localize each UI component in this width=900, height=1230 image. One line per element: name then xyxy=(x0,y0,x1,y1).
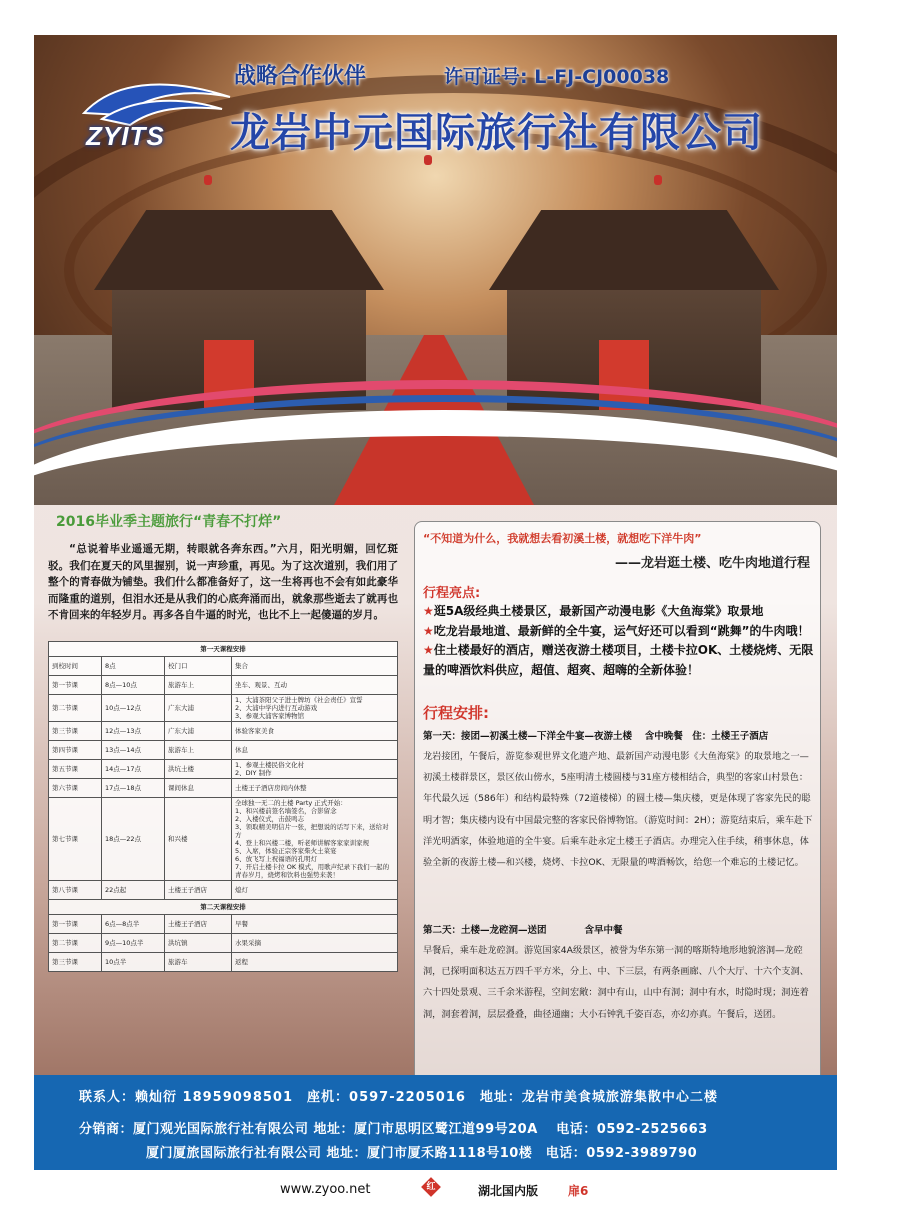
quote: “不知道为什么，我就想去看初溪土楼，就想吃下洋牛肉” xyxy=(423,532,702,545)
table-cell: 13点—14点 xyxy=(102,741,165,760)
day2-body: 早餐后，乘车赴龙硿洞。游览国家4A级景区，被誉为华东第一洞的喀斯特地形地貌溶洞—龙硿洞，已探明面积达五万四千平方米，分上、中、下三层，有两条画廊、八个大厅、十六个支洞、六十四处景观、三千余米游程，空间宏敞：洞中有山，山中有洞；洞中有水，时隐时现；洞连着洞，洞套着洞，层层叠叠，曲径通幽；大小石钟乳千姿百态，亦幻亦真。午餐后，送团。 xyxy=(423,945,809,1020)
table-cell: 旅游车 xyxy=(165,953,232,972)
left-house xyxy=(94,210,384,410)
logo-text: ZYITS xyxy=(86,121,165,151)
table-cell: 土楼王子酒店房间内休整 xyxy=(232,779,398,798)
table-row xyxy=(49,722,398,741)
highlight-item: ★ 住土楼最好的酒店，赠送夜游土楼项目，土楼卡拉OK、土楼烧烤、无限量的啤酒饮料供应，超值、超爽、超嗨的全新体验！ xyxy=(423,641,815,680)
table-cell: 到校时间 xyxy=(49,657,102,676)
edition-label: 湖北国内版 xyxy=(478,1184,539,1198)
poster xyxy=(34,35,837,1170)
agent-line-1: 分销商：厦门观光国际旅行社有限公司 地址：厦门市思明区鹭江道99号20A 电话：0592-2525663 xyxy=(79,1122,708,1137)
table-section-title xyxy=(49,642,398,657)
table-cell: 坐车、观景、互动 xyxy=(232,676,398,695)
table-cell: 14点—17点 xyxy=(102,760,165,779)
table-cell: 6点—8点半 xyxy=(102,915,165,934)
quote-subtitle: ——龙岩逛土楼、吃牛肉地道行程 xyxy=(614,556,810,571)
table-cell: 水果采摘 xyxy=(232,934,398,953)
table-cell: 广东大浦 xyxy=(165,722,232,741)
lantern-icon xyxy=(204,175,212,185)
table-cell: 第三节课 xyxy=(49,722,102,741)
table-cell: 全球独一无二的土楼 Party 正式开始： 1、和兴楼前签名墙签名，合影留念 2、入楼仪式，击鼓鸣志 3、领取精美明信片一张，把想说的话写下来，送给对方 4、登上和兴楼二楼，听老师讲解客家家训家规 5、入席，体验正宗客家柴火土菜宴 6、放飞写上祝福语的孔明灯 7、开启土楼卡拉 OK 模式，用歌声纪录下我们一起的青春岁月，烧烤和饮料也强势来袭！ xyxy=(232,798,398,881)
right-house xyxy=(489,210,779,410)
hero-image xyxy=(34,35,837,505)
contact-line: 联系人：赖灿衍 18959098501 座机：0597-2205016 地址：龙岩市美食城旅游集散中心二楼 xyxy=(79,1090,718,1105)
table-cell: 8点 xyxy=(102,657,165,676)
itinerary-panel xyxy=(414,521,821,1097)
table-cell: 第七节课 xyxy=(49,798,102,881)
table-cell: 熄灯 xyxy=(232,881,398,900)
table-cell: 洪坑土楼 xyxy=(165,760,232,779)
table-cell: 第二节课 xyxy=(49,934,102,953)
table-cell: 第六节课 xyxy=(49,779,102,798)
table-cell: 集合 xyxy=(232,657,398,676)
table-row xyxy=(49,881,398,900)
table-cell: 第二节课 xyxy=(49,695,102,722)
table-cell: 第三节课 xyxy=(49,953,102,972)
table-section-title xyxy=(49,900,398,915)
table-cell: 12点—13点 xyxy=(102,722,165,741)
highlights-title: 行程亮点: xyxy=(423,586,481,601)
table-cell: 校门口 xyxy=(165,657,232,676)
table-cell: 体验客家美食 xyxy=(232,722,398,741)
table-row xyxy=(49,934,398,953)
season-title: 2016毕业季主题旅行“青春不打烊” xyxy=(56,514,282,530)
page-number: 扉6 xyxy=(568,1184,589,1198)
table-cell: 旅游车上 xyxy=(165,676,232,695)
highlight-item: ★ 逛5A级经典土楼景区，最新国产动漫电影《大鱼海棠》取景地 xyxy=(423,602,815,622)
table-row xyxy=(49,915,398,934)
table-row xyxy=(49,953,398,972)
table-cell: 22点起 xyxy=(102,881,165,900)
section-title-cell: 第一天课程安排 xyxy=(49,642,398,657)
table-cell: 9点—10点半 xyxy=(102,934,165,953)
table-cell: 18点—22点 xyxy=(102,798,165,881)
table-cell: 洪坑镇 xyxy=(165,934,232,953)
day1-body: 龙岩接团，午餐后，游览参观世界文化遗产地、最新国产动漫电影《大鱼海棠》的取景地之一—初溪土楼群景区，景区依山傍水，5座明清土楼圆楼与31座方楼相结合，典型的客家山村景色：年代最久远（586年）和结构最特殊（72道楼梯）的圆土楼—集庆楼，更是体现了客家先民的聪明才智；集庆楼内设有中国最完整的客家民俗博物馆。（游览时间：2H）；游览结束后，乘车赴下洋光明酒家，体验地道的全牛宴。后乘车赴永定土楼王子酒店。办理完入住手续，稍事休息，体验全新的夜游土楼—和兴楼，烧烤、卡拉OK、无限量的啤酒畅饮，给您一个难忘的土楼记忆。 xyxy=(423,751,813,869)
table-cell: 8点—10点 xyxy=(102,676,165,695)
table-cell: 广东大浦 xyxy=(165,695,232,722)
table-cell: 第八节课 xyxy=(49,881,102,900)
table-row xyxy=(49,741,398,760)
table-cell: 课间休息 xyxy=(165,779,232,798)
footer xyxy=(34,1075,837,1170)
itinerary-title: 行程安排: xyxy=(423,704,489,722)
license-number: 许可证号: L-FJ-CJ00038 xyxy=(444,66,670,88)
intro-paragraph: “总说着毕业遥遥无期，转眼就各奔东西。”六月，阳光明媚，回忆斑驳。我们在夏天的风里握别，说一声珍重，再见。为了这次道别，我们用了整个的青春做为铺垫。我们什么都准备好了，这一生将再也不会有如此豪华而隆重的道别，但泪水还是从我们的心底奔涌而出，就象那些逝去了就再也不肯回来的年轻岁月。再多各自牛逼的时光，也比不上一起傻逼的岁月。 xyxy=(48,543,398,622)
company-name: 龙岩中元国际旅行社有限公司 xyxy=(230,110,763,156)
schedule-table xyxy=(48,641,398,972)
table-row xyxy=(49,676,398,695)
day2-heading: 第二天：土楼—龙硿洞—送团 含早中餐 xyxy=(423,925,623,936)
table-cell: 土楼王子酒店 xyxy=(165,915,232,934)
table-row xyxy=(49,760,398,779)
table-row xyxy=(49,695,398,722)
highlight-item: ★ 吃龙岩最地道、最新鲜的全牛宴，运气好还可以看到“跳舞”的牛肉哦！ xyxy=(423,622,815,642)
table-cell: 1、参观土楼民俗文化村 2、DIY 制作 xyxy=(232,760,398,779)
table-cell: 和兴楼 xyxy=(165,798,232,881)
table-cell: 休息 xyxy=(232,741,398,760)
bottom-bar xyxy=(0,1178,900,1202)
table-cell: 17点—18点 xyxy=(102,779,165,798)
table-cell: 1、大浦茶阳父子进士牌坊《社会责任》宣誓 2、大浦中学内进行互动游戏 3、参观大浦客家博物馆 xyxy=(232,695,398,722)
table-cell: 第五节课 xyxy=(49,760,102,779)
table-cell: 10点—12点 xyxy=(102,695,165,722)
table-cell: 第一节课 xyxy=(49,676,102,695)
table-cell: 第一节课 xyxy=(49,915,102,934)
table-cell: 10点半 xyxy=(102,953,165,972)
section-title-cell: 第二天课程安排 xyxy=(49,900,398,915)
partner-label: 战略合作伙伴 xyxy=(234,64,367,89)
agent-line-2: 厦门厦旅国际旅行社有限公司 地址：厦门市厦禾路1118号10楼 电话：0592-3989790 xyxy=(146,1146,698,1161)
table-row xyxy=(49,657,398,676)
table-row xyxy=(49,798,398,881)
badge-label: 红 xyxy=(426,1182,436,1192)
table-cell: 土楼王子酒店 xyxy=(165,881,232,900)
table-cell: 返程 xyxy=(232,953,398,972)
lantern-icon xyxy=(654,175,662,185)
table-row xyxy=(49,779,398,798)
highlights-list xyxy=(423,602,815,680)
website-link[interactable]: www.zyoo.net xyxy=(280,1182,371,1197)
table-cell: 旅游车上 xyxy=(165,741,232,760)
table-cell: 早餐 xyxy=(232,915,398,934)
day1-heading: 第一天：接团—初溪土楼—下洋全牛宴—夜游土楼 含中晚餐 住：土楼王子酒店 xyxy=(423,731,769,742)
table-cell: 第四节课 xyxy=(49,741,102,760)
